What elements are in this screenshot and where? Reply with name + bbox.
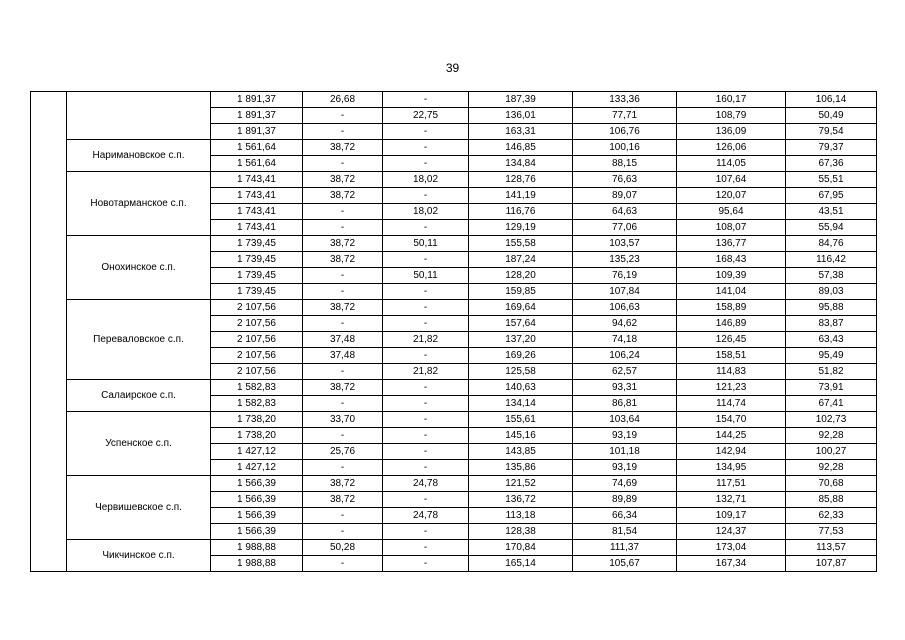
cell-supplement-a: 33,70 <box>303 412 383 428</box>
cell-value-3: 168,43 <box>677 252 786 268</box>
cell-value-4: 83,87 <box>786 316 877 332</box>
cell-value-4: 50,49 <box>786 108 877 124</box>
cell-supplement-a: 25,76 <box>303 444 383 460</box>
cell-base-tariff: 1 891,37 <box>211 124 303 140</box>
cell-supplement-b: - <box>383 316 469 332</box>
cell-value-1: 128,38 <box>469 524 573 540</box>
cell-value-2: 66,34 <box>573 508 677 524</box>
cell-value-2: 107,84 <box>573 284 677 300</box>
cell-value-1: 143,85 <box>469 444 573 460</box>
cell-supplement-a: - <box>303 460 383 476</box>
cell-base-tariff: 1 738,20 <box>211 428 303 444</box>
cell-supplement-a: 37,48 <box>303 332 383 348</box>
cell-value-3: 154,70 <box>677 412 786 428</box>
cell-value-4: 116,42 <box>786 252 877 268</box>
cell-value-3: 95,64 <box>677 204 786 220</box>
cell-supplement-a: 38,72 <box>303 476 383 492</box>
cell-value-1: 125,58 <box>469 364 573 380</box>
table-row <box>31 412 877 428</box>
cell-supplement-a: 26,68 <box>303 92 383 108</box>
cell-supplement-b: - <box>383 412 469 428</box>
cell-base-tariff: 1 566,39 <box>211 524 303 540</box>
cell-value-3: 136,09 <box>677 124 786 140</box>
cell-value-1: 146,85 <box>469 140 573 156</box>
cell-value-4: 55,51 <box>786 172 877 188</box>
cell-value-1: 134,14 <box>469 396 573 412</box>
cell-supplement-a: 38,72 <box>303 252 383 268</box>
settlement-name: Новотарманское с.п. <box>67 172 211 236</box>
cell-value-3: 108,79 <box>677 108 786 124</box>
cell-value-2: 103,57 <box>573 236 677 252</box>
cell-value-1: 116,76 <box>469 204 573 220</box>
cell-value-2: 94,62 <box>573 316 677 332</box>
cell-value-4: 107,87 <box>786 556 877 572</box>
cell-supplement-b: 22,75 <box>383 108 469 124</box>
cell-value-2: 133,36 <box>573 92 677 108</box>
cell-value-1: 121,52 <box>469 476 573 492</box>
cell-value-2: 76,19 <box>573 268 677 284</box>
cell-value-2: 106,24 <box>573 348 677 364</box>
cell-value-2: 111,37 <box>573 540 677 556</box>
cell-supplement-a: - <box>303 204 383 220</box>
cell-value-4: 43,51 <box>786 204 877 220</box>
cell-supplement-a: - <box>303 524 383 540</box>
cell-value-2: 62,57 <box>573 364 677 380</box>
cell-supplement-b: 21,82 <box>383 364 469 380</box>
cell-value-3: 158,51 <box>677 348 786 364</box>
settlement-name: Наримановское с.п. <box>67 140 211 172</box>
cell-value-1: 169,64 <box>469 300 573 316</box>
cell-value-3: 173,04 <box>677 540 786 556</box>
cell-value-4: 62,33 <box>786 508 877 524</box>
cell-value-2: 88,15 <box>573 156 677 172</box>
table-row <box>31 300 877 316</box>
table-body <box>31 92 877 572</box>
cell-value-1: 134,84 <box>469 156 573 172</box>
cell-value-2: 76,63 <box>573 172 677 188</box>
cell-base-tariff: 1 891,37 <box>211 92 303 108</box>
cell-value-4: 67,41 <box>786 396 877 412</box>
cell-value-3: 126,45 <box>677 332 786 348</box>
cell-base-tariff: 1 582,83 <box>211 396 303 412</box>
cell-value-1: 129,19 <box>469 220 573 236</box>
cell-value-3: 120,07 <box>677 188 786 204</box>
cell-value-4: 95,88 <box>786 300 877 316</box>
cell-value-4: 63,43 <box>786 332 877 348</box>
cell-value-3: 167,34 <box>677 556 786 572</box>
cell-value-2: 103,64 <box>573 412 677 428</box>
cell-value-2: 135,23 <box>573 252 677 268</box>
cell-value-2: 89,07 <box>573 188 677 204</box>
table-row <box>31 140 877 156</box>
cell-supplement-b: - <box>383 524 469 540</box>
cell-supplement-b: - <box>383 380 469 396</box>
cell-value-4: 57,38 <box>786 268 877 284</box>
cell-value-4: 106,14 <box>786 92 877 108</box>
cell-base-tariff: 2 107,56 <box>211 348 303 364</box>
cell-base-tariff: 1 427,12 <box>211 460 303 476</box>
cell-supplement-b: - <box>383 92 469 108</box>
cell-value-2: 105,67 <box>573 556 677 572</box>
cell-supplement-b: - <box>383 252 469 268</box>
cell-base-tariff: 2 107,56 <box>211 332 303 348</box>
cell-base-tariff: 2 107,56 <box>211 364 303 380</box>
cell-supplement-a: - <box>303 124 383 140</box>
cell-value-3: 109,17 <box>677 508 786 524</box>
cell-supplement-b: - <box>383 220 469 236</box>
cell-value-2: 93,31 <box>573 380 677 396</box>
cell-value-3: 107,64 <box>677 172 786 188</box>
cell-supplement-b: 18,02 <box>383 172 469 188</box>
cell-base-tariff: 1 738,20 <box>211 412 303 428</box>
settlement-name: Успенское с.п. <box>67 412 211 476</box>
cell-supplement-b: - <box>383 124 469 140</box>
cell-value-2: 101,18 <box>573 444 677 460</box>
cell-value-3: 117,51 <box>677 476 786 492</box>
cell-value-1: 140,63 <box>469 380 573 396</box>
cell-supplement-a: 38,72 <box>303 172 383 188</box>
cell-value-3: 160,17 <box>677 92 786 108</box>
cell-value-2: 81,54 <box>573 524 677 540</box>
cell-value-1: 135,86 <box>469 460 573 476</box>
cell-value-3: 126,06 <box>677 140 786 156</box>
table-row <box>31 476 877 492</box>
cell-supplement-a: - <box>303 428 383 444</box>
cell-supplement-b: - <box>383 140 469 156</box>
cell-base-tariff: 1 988,88 <box>211 556 303 572</box>
cell-value-1: 137,20 <box>469 332 573 348</box>
cell-supplement-a: 38,72 <box>303 492 383 508</box>
cell-base-tariff: 1 743,41 <box>211 172 303 188</box>
settlement-name: Чикчинское с.п. <box>67 540 211 572</box>
settlement-name: Онохинское с.п. <box>67 236 211 300</box>
cell-supplement-a: - <box>303 156 383 172</box>
cell-supplement-a: - <box>303 508 383 524</box>
settlement-name: Переваловское с.п. <box>67 300 211 380</box>
cell-value-1: 163,31 <box>469 124 573 140</box>
cell-value-4: 77,53 <box>786 524 877 540</box>
cell-supplement-b: - <box>383 156 469 172</box>
cell-value-2: 74,69 <box>573 476 677 492</box>
cell-supplement-a: 37,48 <box>303 348 383 364</box>
cell-base-tariff: 1 743,41 <box>211 220 303 236</box>
cell-value-3: 114,05 <box>677 156 786 172</box>
cell-value-3: 146,89 <box>677 316 786 332</box>
cell-supplement-b: 18,02 <box>383 204 469 220</box>
cell-supplement-a: - <box>303 284 383 300</box>
cell-supplement-a: 38,72 <box>303 140 383 156</box>
cell-value-1: 128,20 <box>469 268 573 284</box>
cell-supplement-b: - <box>383 460 469 476</box>
cell-base-tariff: 2 107,56 <box>211 316 303 332</box>
settlement-name <box>67 92 211 140</box>
cell-supplement-a: 38,72 <box>303 300 383 316</box>
cell-value-1: 128,76 <box>469 172 573 188</box>
cell-base-tariff: 1 739,45 <box>211 284 303 300</box>
cell-value-4: 102,73 <box>786 412 877 428</box>
cell-value-1: 155,61 <box>469 412 573 428</box>
cell-base-tariff: 1 427,12 <box>211 444 303 460</box>
cell-value-3: 142,94 <box>677 444 786 460</box>
cell-value-4: 55,94 <box>786 220 877 236</box>
table-row <box>31 172 877 188</box>
cell-value-3: 109,39 <box>677 268 786 284</box>
cell-value-3: 114,83 <box>677 364 786 380</box>
table-row <box>31 380 877 396</box>
cell-base-tariff: 1 988,88 <box>211 540 303 556</box>
cell-value-1: 157,64 <box>469 316 573 332</box>
cell-value-2: 64,63 <box>573 204 677 220</box>
cell-supplement-b: 50,11 <box>383 268 469 284</box>
cell-supplement-b: - <box>383 188 469 204</box>
cell-base-tariff: 1 561,64 <box>211 140 303 156</box>
cell-value-3: 124,37 <box>677 524 786 540</box>
cell-value-2: 93,19 <box>573 460 677 476</box>
cell-value-4: 113,57 <box>786 540 877 556</box>
cell-base-tariff: 1 566,39 <box>211 508 303 524</box>
cell-value-1: 155,58 <box>469 236 573 252</box>
cell-supplement-a: 38,72 <box>303 236 383 252</box>
cell-value-4: 73,91 <box>786 380 877 396</box>
cell-value-3: 121,23 <box>677 380 786 396</box>
cell-value-4: 70,68 <box>786 476 877 492</box>
cell-value-2: 106,63 <box>573 300 677 316</box>
table-row <box>31 236 877 252</box>
cell-value-1: 165,14 <box>469 556 573 572</box>
table-row <box>31 92 877 108</box>
cell-value-4: 67,95 <box>786 188 877 204</box>
cell-base-tariff: 2 107,56 <box>211 300 303 316</box>
cell-value-1: 136,01 <box>469 108 573 124</box>
cell-value-1: 170,84 <box>469 540 573 556</box>
cell-supplement-a: - <box>303 268 383 284</box>
cell-supplement-b: - <box>383 300 469 316</box>
cell-value-4: 95,49 <box>786 348 877 364</box>
cell-value-2: 100,16 <box>573 140 677 156</box>
cell-supplement-a: - <box>303 108 383 124</box>
cell-supplement-b: - <box>383 396 469 412</box>
cell-value-4: 79,37 <box>786 140 877 156</box>
cell-value-4: 92,28 <box>786 428 877 444</box>
settlement-name: Червишевское с.п. <box>67 476 211 540</box>
cell-value-2: 74,18 <box>573 332 677 348</box>
cell-supplement-a: - <box>303 220 383 236</box>
cell-value-4: 51,82 <box>786 364 877 380</box>
cell-base-tariff: 1 743,41 <box>211 204 303 220</box>
cell-value-1: 113,18 <box>469 508 573 524</box>
cell-base-tariff: 1 739,45 <box>211 268 303 284</box>
cell-value-1: 187,24 <box>469 252 573 268</box>
cell-base-tariff: 1 561,64 <box>211 156 303 172</box>
cell-value-4: 89,03 <box>786 284 877 300</box>
cell-base-tariff: 1 743,41 <box>211 188 303 204</box>
cell-supplement-b: 50,11 <box>383 236 469 252</box>
cell-value-4: 92,28 <box>786 460 877 476</box>
cell-value-1: 136,72 <box>469 492 573 508</box>
cell-value-2: 86,81 <box>573 396 677 412</box>
cell-value-3: 141,04 <box>677 284 786 300</box>
cell-value-3: 132,71 <box>677 492 786 508</box>
cell-value-2: 77,06 <box>573 220 677 236</box>
cell-value-4: 100,27 <box>786 444 877 460</box>
cell-value-2: 93,19 <box>573 428 677 444</box>
cell-supplement-b: 24,78 <box>383 476 469 492</box>
region-cell <box>31 92 67 572</box>
cell-base-tariff: 1 739,45 <box>211 236 303 252</box>
cell-supplement-b: - <box>383 348 469 364</box>
cell-supplement-b: - <box>383 556 469 572</box>
cell-supplement-b: - <box>383 540 469 556</box>
cell-base-tariff: 1 891,37 <box>211 108 303 124</box>
cell-value-4: 67,36 <box>786 156 877 172</box>
cell-supplement-b: - <box>383 492 469 508</box>
cell-value-4: 85,88 <box>786 492 877 508</box>
cell-value-1: 187,39 <box>469 92 573 108</box>
cell-value-2: 77,71 <box>573 108 677 124</box>
cell-value-3: 108,07 <box>677 220 786 236</box>
cell-base-tariff: 1 582,83 <box>211 380 303 396</box>
tariff-table <box>30 91 877 572</box>
cell-value-3: 114,74 <box>677 396 786 412</box>
cell-value-1: 159,85 <box>469 284 573 300</box>
cell-supplement-b: 21,82 <box>383 332 469 348</box>
cell-value-1: 141,19 <box>469 188 573 204</box>
table-row <box>31 540 877 556</box>
cell-base-tariff: 1 566,39 <box>211 476 303 492</box>
cell-supplement-b: 24,78 <box>383 508 469 524</box>
cell-value-4: 79,54 <box>786 124 877 140</box>
cell-supplement-b: - <box>383 444 469 460</box>
cell-base-tariff: 1 739,45 <box>211 252 303 268</box>
cell-supplement-a: 50,28 <box>303 540 383 556</box>
cell-supplement-a: - <box>303 556 383 572</box>
cell-value-3: 134,95 <box>677 460 786 476</box>
cell-value-1: 169,26 <box>469 348 573 364</box>
cell-supplement-a: 38,72 <box>303 380 383 396</box>
cell-value-1: 145,16 <box>469 428 573 444</box>
cell-value-3: 158,89 <box>677 300 786 316</box>
cell-value-3: 144,25 <box>677 428 786 444</box>
page-number: 39 <box>445 61 460 75</box>
settlement-name: Салаирское с.п. <box>67 380 211 412</box>
cell-supplement-a: 38,72 <box>303 188 383 204</box>
cell-base-tariff: 1 566,39 <box>211 492 303 508</box>
cell-value-2: 89,89 <box>573 492 677 508</box>
cell-value-3: 136,77 <box>677 236 786 252</box>
cell-supplement-b: - <box>383 428 469 444</box>
cell-supplement-a: - <box>303 396 383 412</box>
cell-supplement-b: - <box>383 284 469 300</box>
cell-value-4: 84,76 <box>786 236 877 252</box>
cell-supplement-a: - <box>303 316 383 332</box>
cell-value-2: 106,76 <box>573 124 677 140</box>
cell-supplement-a: - <box>303 364 383 380</box>
